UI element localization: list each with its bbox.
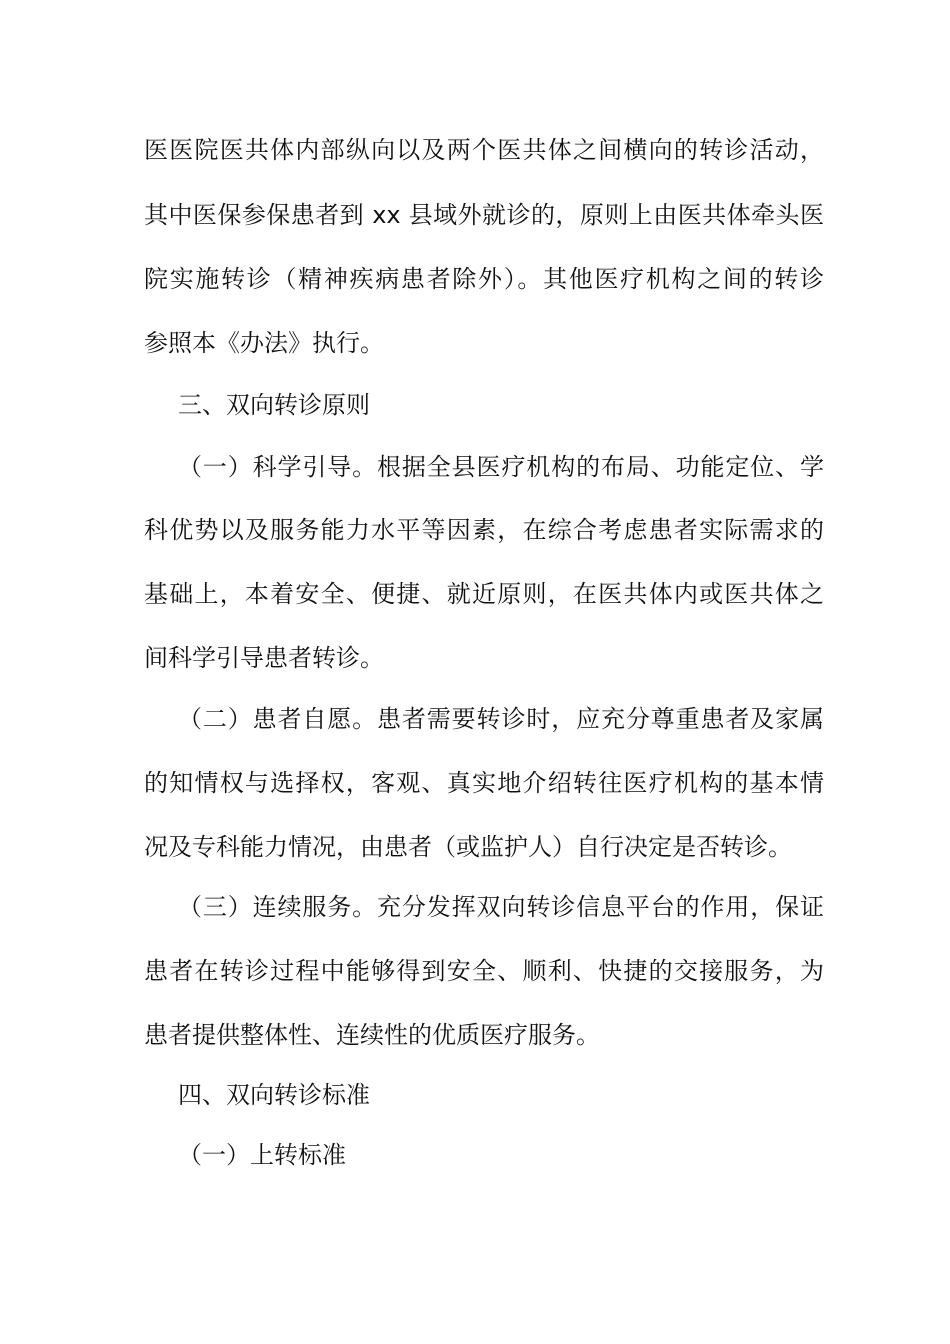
paragraph-line: 其中医保参保患者到 xx 县域外就诊的，原则上由医共体牵头医: [144, 201, 824, 229]
subsection-heading: （一）上转标准: [178, 1141, 346, 1169]
paragraph-line: 科优势以及服务能力水平等因素，在综合考虑患者实际需求的: [144, 516, 824, 544]
paragraph-line: 间科学引导患者转诊。: [144, 644, 384, 672]
paragraph-line: 基础上，本着安全、便捷、就近原则，在医共体内或医共体之: [144, 580, 824, 608]
paragraph-line: 患者提供整体性、连续性的优质医疗服务。: [144, 1021, 600, 1049]
paragraph-line: （一）科学引导。根据全县医疗机构的布局、功能定位、学: [178, 453, 824, 481]
paragraph-line: 患者在转诊过程中能够得到安全、顺利、快捷的交接服务，为: [144, 957, 824, 985]
paragraph-line: 的知情权与选择权，客观、真实地介绍转往医疗机构的基本情: [144, 769, 824, 797]
paragraph-line: （二）患者自愿。患者需要转诊时，应充分尊重患者及家属: [178, 705, 824, 733]
paragraph-line: 院实施转诊（精神疾病患者除外）。其他医疗机构之间的转诊: [144, 265, 824, 293]
paragraph-line: 况及专科能力情况，由患者（或监护人）自行决定是否转诊。: [144, 833, 792, 861]
paragraph-line: （三）连续服务。充分发挥双向转诊信息平台的作用，保证: [178, 893, 824, 921]
section-heading: 四、双向转诊标准: [178, 1081, 370, 1109]
section-heading: 三、双向转诊原则: [178, 391, 370, 419]
paragraph-line: 医医院医共体内部纵向以及两个医共体之间横向的转诊活动，: [144, 136, 824, 164]
paragraph-line: 参照本《办法》执行。: [144, 329, 384, 357]
